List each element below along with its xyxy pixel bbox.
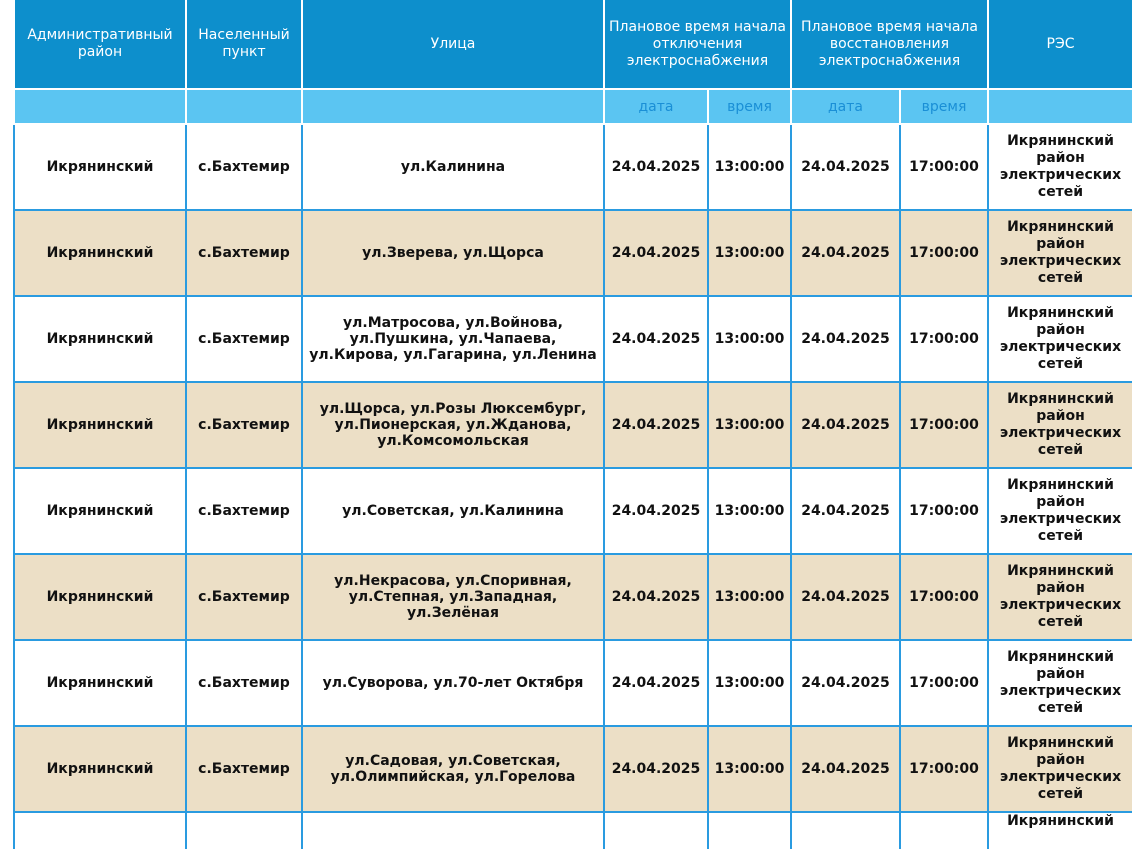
cell-off-date: 24.04.2025: [604, 382, 708, 468]
cell-on-date: 24.04.2025: [791, 726, 900, 812]
table-row: [14, 554, 1132, 640]
cell-district: Икрянинский: [14, 640, 186, 726]
cell-district: Икрянинский: [14, 554, 186, 640]
cell-off-time: 13:00:00: [708, 210, 791, 296]
subheader-empty: [186, 89, 302, 124]
cell-res: Икрянинский район электрических сетей: [988, 124, 1132, 210]
cell-settlement: с.Бахтемир: [186, 468, 302, 554]
subheader-on-time: время: [900, 89, 988, 124]
subheader-off-date: дата: [604, 89, 708, 124]
subheader-empty: [302, 89, 604, 124]
cell-street: ул.Садовая, ул.Советская, ул.Олимпийская, ул.Горелова: [302, 726, 604, 812]
cell-on-date: 24.04.2025: [791, 124, 900, 210]
header-admin-district: Административный район: [14, 0, 186, 89]
cell-settlement: с.Бахтемир: [186, 726, 302, 812]
cell-off-date: 24.04.2025: [604, 296, 708, 382]
cell-street: ул.Зверева, ул.Щорса: [302, 210, 604, 296]
cell-off-date: 24.04.2025: [604, 726, 708, 812]
cell-off-time: 13:00:00: [708, 468, 791, 554]
cell-res: Икрянинский район электрических сетей: [988, 554, 1132, 640]
header-settlement: Населенный пункт: [186, 0, 302, 89]
cell-settlement: с.Бахтемир: [186, 554, 302, 640]
header-off-start: Плановое время начала отключения электроснабжения: [604, 0, 791, 89]
cell-on-date: 24.04.2025: [791, 640, 900, 726]
cell-on-date: 24.04.2025: [791, 468, 900, 554]
cell-res: Икрянинский район электрических сетей: [988, 468, 1132, 554]
table-row: [14, 124, 1132, 210]
cell-on-time: 17:00:00: [900, 726, 988, 812]
cell-street: ул.Некрасова, ул.Споривная, ул.Степная, ул.Западная, ул.Зелёная: [302, 554, 604, 640]
cell-on-date: 24.04.2025: [791, 210, 900, 296]
cell-off-date: 24.04.2025: [604, 468, 708, 554]
cell-on-date: 24.04.2025: [791, 296, 900, 382]
cell-off-time: 13:00:00: [708, 124, 791, 210]
cell-on-date: 24.04.2025: [791, 554, 900, 640]
cell-settlement: с.Бахтемир: [186, 382, 302, 468]
cell-res: Икрянинский: [988, 812, 1132, 849]
cell-off-time: 13:00:00: [708, 382, 791, 468]
subheader-empty: [14, 89, 186, 124]
header-street: Улица: [302, 0, 604, 89]
cell-off-time: 13:00:00: [708, 296, 791, 382]
cell-off-date: 24.04.2025: [604, 554, 708, 640]
cell-on-time: 17:00:00: [900, 554, 988, 640]
cell-res: Икрянинский район электрических сетей: [988, 296, 1132, 382]
table-row: [14, 812, 1132, 849]
cell-res: Икрянинский район электрических сетей: [988, 210, 1132, 296]
cell-settlement: с.Бахтемир: [186, 210, 302, 296]
cell-street: ул.Советская, ул.Калинина: [302, 468, 604, 554]
cell-res: Икрянинский район электрических сетей: [988, 382, 1132, 468]
cell-on-date: [791, 812, 900, 849]
cell-off-time: 13:00:00: [708, 554, 791, 640]
cell-off-date: 24.04.2025: [604, 124, 708, 210]
cell-off-date: 24.04.2025: [604, 640, 708, 726]
cell-off-time: 13:00:00: [708, 640, 791, 726]
cell-on-time: 17:00:00: [900, 640, 988, 726]
cell-street: ул.Матросова, ул.Войнова, ул.Пушкина, ул.Чапаева, ул.Кирова, ул.Гагарина, ул.Ленина: [302, 296, 604, 382]
cell-settlement: [186, 812, 302, 849]
cell-street: [302, 812, 604, 849]
cell-on-time: 17:00:00: [900, 210, 988, 296]
cell-on-time: 17:00:00: [900, 382, 988, 468]
table-header: [14, 0, 1132, 124]
cell-settlement: с.Бахтемир: [186, 296, 302, 382]
cell-street: ул.Щорса, ул.Розы Люксембург, ул.Пионерская, ул.Жданова, ул.Комсомольская: [302, 382, 604, 468]
table-row: [14, 640, 1132, 726]
header-restore-start: Плановое время начала восстановления электроснабжения: [791, 0, 988, 89]
cell-off-time: 13:00:00: [708, 726, 791, 812]
cell-district: Икрянинский: [14, 726, 186, 812]
header-res: РЭС: [988, 0, 1132, 89]
cell-on-time: 17:00:00: [900, 296, 988, 382]
cell-off-date: [604, 812, 708, 849]
cell-street: ул.Калинина: [302, 124, 604, 210]
cell-on-time: 17:00:00: [900, 124, 988, 210]
table-row: [14, 210, 1132, 296]
cell-district: Икрянинский: [14, 468, 186, 554]
table-row: [14, 726, 1132, 812]
cell-district: [14, 812, 186, 849]
table-body: [14, 124, 1132, 849]
cell-district: Икрянинский: [14, 296, 186, 382]
cell-district: Икрянинский: [14, 210, 186, 296]
subheader-empty: [988, 89, 1132, 124]
cell-on-date: 24.04.2025: [791, 382, 900, 468]
subheader-on-date: дата: [791, 89, 900, 124]
cell-street: ул.Суворова, ул.70-лет Октября: [302, 640, 604, 726]
cell-settlement: с.Бахтемир: [186, 640, 302, 726]
cell-res: Икрянинский район электрических сетей: [988, 640, 1132, 726]
cell-res: Икрянинский район электрических сетей: [988, 726, 1132, 812]
cell-off-date: 24.04.2025: [604, 210, 708, 296]
table-row: [14, 468, 1132, 554]
cell-settlement: с.Бахтемир: [186, 124, 302, 210]
cell-on-time: 17:00:00: [900, 468, 988, 554]
subheader-off-time: время: [708, 89, 791, 124]
table-row: [14, 382, 1132, 468]
cell-district: Икрянинский: [14, 382, 186, 468]
cell-on-time: [900, 812, 988, 849]
cell-off-time: [708, 812, 791, 849]
cell-district: Икрянинский: [14, 124, 186, 210]
table-row: [14, 296, 1132, 382]
outage-schedule-table: [13, 0, 1132, 849]
outage-table-container: [13, 0, 1132, 849]
